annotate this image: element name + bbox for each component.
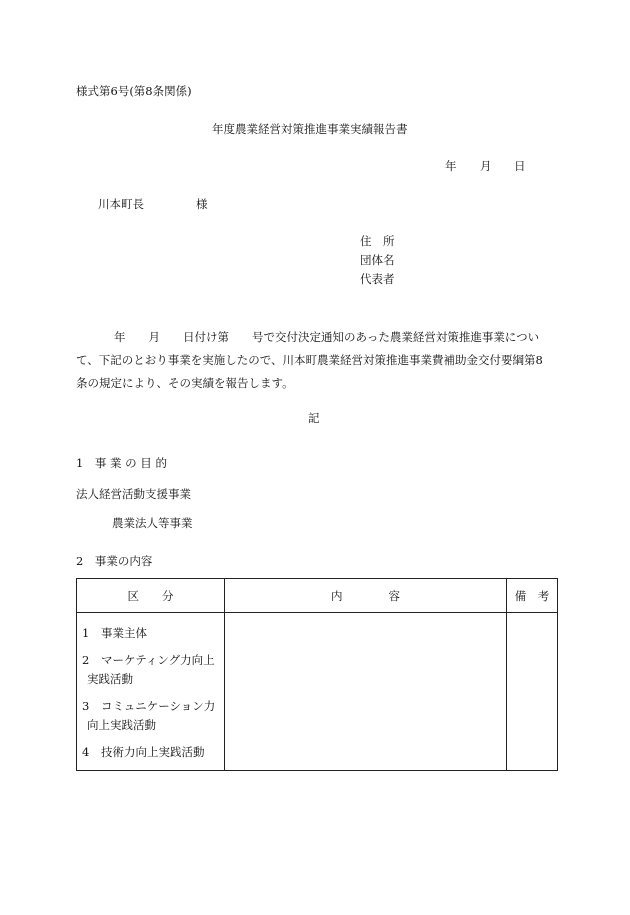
document-title: 年度農業経営対策推進事業実績報告書 [212, 122, 408, 136]
category-item-2: 2 マーケティング力向上 実践活動 [82, 653, 215, 686]
body-line-1: 年 月 日付け第 号で交付決定通知のあった農業経営対策推進事業につい [114, 330, 540, 344]
body-line-3: 条の規定により、その実績を報告します。 [76, 376, 294, 390]
content-cell[interactable] [225, 613, 507, 771]
section1-item-2: 農業法人等事業 [112, 516, 193, 530]
section2-heading: 2 事業の内容 [76, 554, 153, 568]
header-category: 区 分 [77, 579, 225, 613]
date-year-label: 年 [445, 159, 457, 173]
category-item-1: 1 事業主体 [82, 626, 147, 640]
category-item-4: 4 技術力向上実践活動 [82, 745, 205, 759]
category-item-3: 3 コミュニケーション力 向上実践活動 [82, 699, 216, 732]
date-month-label: 月 [480, 159, 492, 173]
remarks-cell[interactable] [507, 613, 558, 771]
form-number: 様式第6号(第8条関係) [76, 84, 192, 98]
applicant-organization-label: 団体名 [360, 253, 395, 267]
section1-item-1: 法人経営活動支援事業 [76, 487, 191, 501]
date-day-label: 日 [514, 159, 526, 173]
applicant-address-label: 住 所 [360, 234, 395, 248]
body-line-2: て、下記のとおり事業を実施したので、川本町農業経営対策推進事業費補助金交付要綱第8 [76, 353, 543, 367]
category-cell [77, 613, 225, 771]
header-content: 内 容 [225, 579, 507, 613]
header-remarks: 備 考 [507, 579, 558, 613]
section1-heading: 1 事 業 の 目 的 [76, 456, 167, 470]
addressee-honorific: 様 [196, 197, 208, 211]
addressee-name: 川本町長 [98, 197, 144, 211]
body-paragraph [76, 326, 554, 395]
ki-heading: 記 [308, 411, 320, 425]
content-table [76, 578, 558, 771]
table-row [77, 613, 558, 771]
applicant-representative-label: 代表者 [360, 272, 395, 286]
table-header-row [77, 579, 558, 613]
